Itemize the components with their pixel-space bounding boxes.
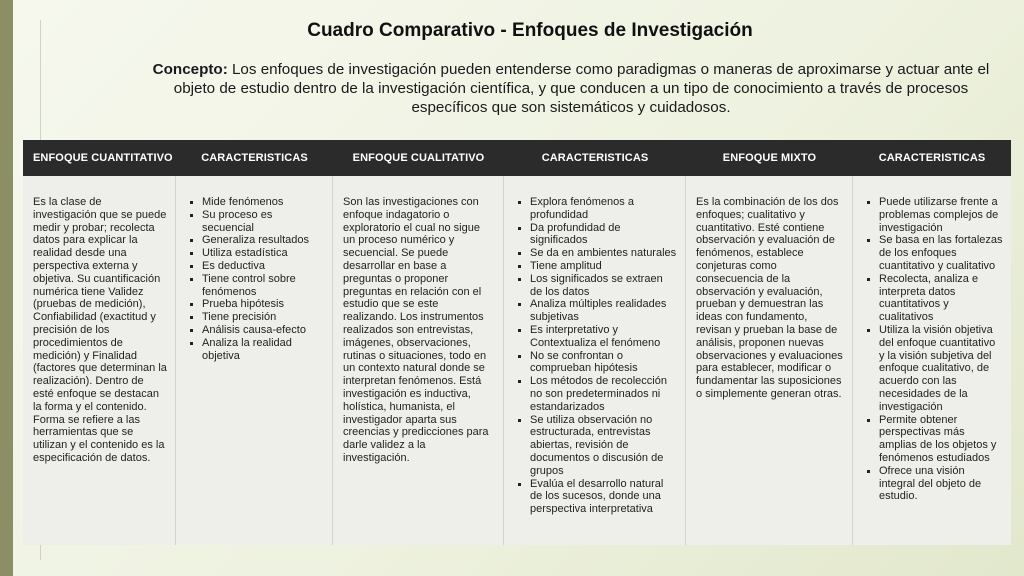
quantitative-characteristics (176, 176, 333, 545)
list-item: ▪ Tiene precisión (202, 311, 324, 324)
list-item: ▪ Utiliza estadística (202, 247, 324, 260)
list-item: ▪ Tiene control sobre fenómenos (202, 273, 324, 299)
list-item: ▪ Analiza múltiples realidades subjetivas (530, 298, 677, 324)
list-item: ▪ Mide fenómenos (202, 196, 324, 209)
mixed-characteristics-list (863, 196, 1003, 503)
list-item: ▪ Se basa en las fortalezas de los enfoques cuantitativo y cualitativo (879, 234, 1003, 272)
header-quantitative: ENFOQUE CUANTITATIVO (23, 140, 176, 176)
mixed-characteristics (853, 176, 1011, 545)
comparison-table (23, 140, 1011, 545)
list-item: ▪ Se da en ambientes naturales (530, 247, 677, 260)
qualitative-description: Son las investigaciones con enfoque indagatorio o exploratorio el cual no sigue un proceso numérico y secuencial. Se puede desarrollar en base a preguntas o proponer preguntas en relación con el estudio que se este realizando. Los instrumentos realizados son entrevistas, imágenes, observaciones, rutinas o situaciones, todo en un contexto natural donde se interpretan fenómenos. Está investigación es inductiva, holística, humanista, el investigador aparta sus creencias y predicciones para darle validez a la investigación. (333, 176, 504, 545)
list-item: ▪ Ofrece una visión integral del objeto de estudio. (879, 465, 1003, 503)
mixed-description: Es la combinación de los dos enfoques; cualitativo y cuantitativo. Esté contiene observación y evaluación de fenómenos, establece conjeturas como consecuencia de la observación y evaluación, prueban y demuestran las ideas con fundamento, revisan y prueban la base de análisis, proponen nuevas observaciones y evaluaciones para establecer, modificar o fundamentar las suposiciones o simplemente generan otras. (686, 176, 853, 545)
list-item: ▪ Los métodos de recolección no son predeterminados ni estandarizados (530, 375, 677, 413)
list-item: ▪ Los significados se extraen de los datos (530, 273, 677, 299)
list-item: ▪ Su proceso es secuencial (202, 209, 324, 235)
list-item: ▪ Explora fenómenos a profundidad (530, 196, 677, 222)
header-characteristics-mixed: CARACTERISTICAS (853, 140, 1011, 176)
list-item: ▪ Tiene amplitud (530, 260, 677, 273)
list-item: ▪ Es interpretativo y Contextualiza el fenómeno (530, 324, 677, 350)
header-mixed: ENFOQUE MIXTO (686, 140, 853, 176)
list-item: ▪ Utiliza la visión objetiva del enfoque cuantitativo y la visión subjetiva del enfoque cualitativo, de acuerdo con las necesidades de la investigación (879, 324, 1003, 414)
list-item: ▪ Recolecta, analiza e interpreta datos cuantitativos y cualitativos (879, 273, 1003, 324)
qualitative-characteristics (504, 176, 686, 545)
list-item: ▪ Se utiliza observación no estructurada, entrevistas abiertas, revisión de documentos o discusión de grupos (530, 414, 677, 478)
list-item: ▪ Analiza la realidad objetiva (202, 337, 324, 363)
list-item: ▪ Da profundidad de significados (530, 222, 677, 248)
header-characteristics-qualitative: CARACTERISTICAS (504, 140, 686, 176)
qualitative-characteristics-list (514, 196, 677, 516)
left-accent-bar (0, 0, 13, 576)
list-item: ▪ Evalúa el desarrollo natural de los sucesos, donde una perspectiva interpretativa (530, 478, 677, 516)
list-item: ▪ Permite obtener perspectivas más amplias de los objetos y fenómenos estudiados (879, 414, 1003, 465)
list-item: ▪ No se confrontan o comprueban hipótesis (530, 350, 677, 376)
header-characteristics-quantitative: CARACTERISTICAS (176, 140, 333, 176)
concept-paragraph (140, 60, 1002, 117)
page-title: Cuadro Comparativo - Enfoques de Investigación (307, 20, 753, 41)
list-item: ▪ Es deductiva (202, 260, 324, 273)
list-item: ▪ Generaliza resultados (202, 234, 324, 247)
list-item: ▪ Puede utilizarse frente a problemas complejos de investigación (879, 196, 1003, 234)
quantitative-characteristics-list (186, 196, 324, 362)
quantitative-description: Es la clase de investigación que se puede medir y probar; recolecta datos para explicar la realidad desde una perspectiva externa y objetiva. Su cuantificación numérica tiene Validez (pruebas de medición), Confiabilidad (exactitud y precisión de los procedimientos de medición) y Finalidad (factores que determinan la realización). Dentro de esté enfoque se destacan la forma y el contenido. Forma se refiere a las herramientas que se utilizan y el contenido es la especificación de datos. (23, 176, 176, 545)
concept-text: Los enfoques de investigación pueden entenderse como paradigmas o maneras de aproximarse y actuar ante el objeto de estudio dentro de la investigación científica, y que conducen a un tipo de conocimiento a través de procesos específicos que son sistemáticos y cuidadosos. (173, 61, 990, 116)
header-qualitative: ENFOQUE CUALITATIVO (333, 140, 504, 176)
concept-label: Concepto: (152, 61, 228, 78)
list-item: ▪ Prueba hipótesis (202, 298, 324, 311)
list-item: ▪ Análisis causa-efecto (202, 324, 324, 337)
